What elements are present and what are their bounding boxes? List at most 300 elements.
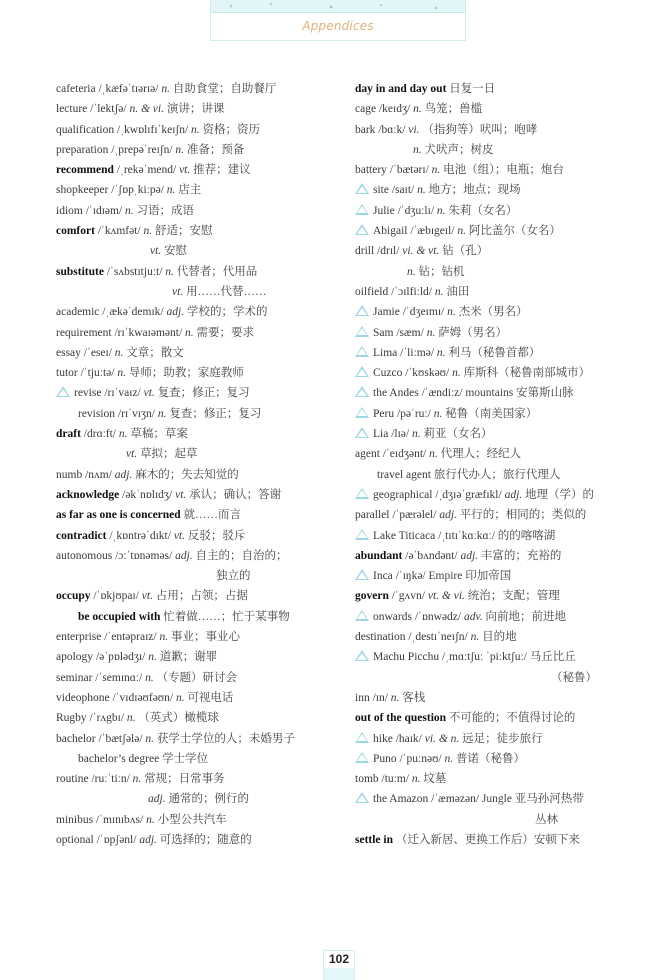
part-of-speech: n.: [114, 346, 124, 359]
pronunciation: /ˌprepəˈreɪʃn/: [111, 143, 173, 156]
definition: 店主: [178, 184, 202, 197]
definition: Empire 印加帝国: [428, 570, 512, 583]
part-of-speech: n.: [436, 346, 446, 359]
part-of-speech: n.: [447, 306, 456, 319]
definition: 小型公共汽车: [157, 813, 227, 826]
part-of-speech: n.: [143, 225, 153, 238]
headword: agent: [355, 448, 380, 461]
vocab-entry: [56, 383, 346, 403]
vocab-entry: [56, 404, 346, 424]
part-of-speech: n.: [166, 184, 176, 197]
vocab-entry: [355, 505, 645, 525]
vocab-entry: [355, 830, 645, 850]
vocab-entry: [355, 180, 645, 200]
pronunciation: /keɪdʒ/: [378, 103, 411, 116]
headword: Cuzco: [373, 367, 403, 380]
triangle-icon: [56, 386, 70, 397]
header-title: Appendices: [302, 19, 374, 33]
pronunciation: /ˈsʌbstɪtjuːt/: [106, 265, 163, 278]
part-of-speech: adj.: [139, 833, 157, 846]
definition: 地方；地点；现场: [428, 184, 521, 197]
headword: out of the question: [355, 712, 447, 725]
pronunciation: /ˈtjuːtə/: [80, 367, 115, 380]
definition: 丰富的；充裕的: [480, 549, 562, 562]
vocab-entry: [56, 586, 346, 606]
part-of-speech: vi. & vt.: [402, 245, 440, 258]
triangle-icon: [355, 610, 369, 621]
definition: 可视电话: [187, 691, 234, 704]
definition: 普诺（秘鲁）: [456, 752, 525, 765]
triangle-icon: [355, 650, 369, 661]
definition: 反驳；驳斥: [187, 529, 246, 542]
headword: tutor: [56, 367, 78, 380]
pronunciation: /ˈæməzən/: [431, 793, 480, 806]
pronunciation: /ˌækəˈdemɪk/: [102, 306, 164, 319]
definition: 承认；确认；答谢: [189, 488, 282, 501]
pronunciation: /ˈeɪdʒənt/: [382, 448, 427, 461]
pronunciation: /rɪˈvɪʒn/: [117, 407, 155, 420]
vocab-entry: [56, 526, 346, 546]
vocab-entry: [56, 769, 346, 789]
pronunciation: /ˌkwɒlɪfɪˈkeɪʃn/: [117, 123, 189, 136]
definition: 远足；徒步旅行: [462, 732, 543, 745]
vocab-entry: [355, 729, 645, 749]
part-of-speech: vi.: [408, 123, 420, 136]
part-of-speech: n.: [191, 123, 200, 136]
headword: settle in: [355, 833, 394, 846]
vocab-entry: [56, 566, 346, 586]
vocab-entry: [56, 120, 346, 140]
triangle-icon: [355, 529, 369, 540]
pronunciation: /ˈpærəlel/: [392, 509, 437, 522]
definition: 学士学位: [162, 752, 209, 765]
definition: 麻木的；失去知觉的: [135, 468, 239, 481]
triangle-icon: [355, 732, 369, 743]
definition: 自助食堂；自助餐厅: [172, 83, 277, 95]
definition: 可选择的；随意的: [159, 833, 252, 846]
definition: 复查；修正；复习: [157, 387, 250, 400]
part-of-speech: n.: [457, 225, 466, 238]
vocab-entry: [56, 668, 346, 688]
headword: battery: [355, 164, 387, 177]
vocab-entry: [56, 444, 346, 464]
vocab-entry: [355, 668, 645, 688]
definition: 推荐；建议: [193, 164, 251, 177]
headword: contradict: [56, 529, 107, 542]
definition: 丛林: [535, 813, 558, 826]
vocab-entry: [56, 140, 346, 160]
headword: Puno: [373, 752, 397, 765]
pronunciation: /ˈvɪdɪəʊfəʊn/: [112, 691, 174, 704]
part-of-speech: n.: [413, 103, 422, 116]
definition: 马丘比丘: [529, 651, 576, 664]
vocab-entry: [355, 708, 645, 728]
headword: Sam: [373, 326, 394, 339]
vocab-entry: [56, 221, 346, 241]
definition: 需要；要求: [196, 326, 255, 339]
vocab-entry: [56, 688, 346, 708]
pronunciation: /ˈlektʃə/: [90, 103, 127, 116]
pronunciation: /ˌdestɪˈneɪʃn/: [408, 631, 468, 644]
part-of-speech: n.: [411, 773, 421, 786]
headword: Peru: [373, 407, 395, 420]
pronunciation: /tuːm/: [381, 773, 409, 786]
pronunciation: /ˈbætʃələ/: [98, 732, 143, 745]
part-of-speech: n.: [165, 265, 174, 278]
definition: 油田: [446, 285, 470, 298]
definition: （指狗等）吠叫；咆哮: [422, 123, 538, 136]
triangle-icon: [355, 407, 369, 418]
pronunciation: /ˈændiːz/: [421, 387, 463, 400]
headword: Julie: [373, 204, 395, 217]
part-of-speech: adj.: [175, 549, 193, 562]
vocab-entry: [56, 180, 346, 200]
part-of-speech: n.: [431, 164, 441, 177]
definition: 复查；修正；复习: [169, 407, 262, 420]
headword: preparation: [56, 143, 109, 156]
headword: bark: [355, 123, 376, 136]
definition: 习语；成语: [136, 204, 195, 217]
headword: bachelor: [56, 732, 96, 745]
triangle-icon: [355, 427, 369, 438]
vocab-entry: [56, 607, 346, 627]
vocab-entry: [355, 647, 645, 667]
definition: 秘鲁（南美国家）: [445, 407, 538, 420]
pronunciation: /ɪn/: [372, 691, 388, 704]
part-of-speech: n.: [444, 752, 454, 765]
vocab-entry: [355, 140, 645, 160]
headword: cafeteria: [56, 83, 96, 95]
headword: Abigail: [373, 225, 408, 238]
headword: day in and day out: [355, 83, 447, 95]
triangle-icon: [355, 488, 369, 499]
pronunciation: /ˈkʊskəʊ/: [405, 367, 450, 380]
pronunciation: /bɑːk/: [378, 123, 406, 136]
triangle-icon: [355, 386, 369, 397]
part-of-speech: vt.: [141, 590, 153, 603]
definition: 钻；钻机: [418, 265, 465, 278]
part-of-speech: n.: [126, 712, 136, 725]
triangle-icon: [355, 569, 369, 580]
headword: Lima: [373, 346, 398, 359]
part-of-speech: n.: [125, 204, 134, 217]
definition: 通常的；例行的: [168, 793, 249, 806]
vocab-entry: [355, 323, 645, 343]
headword: draft: [56, 428, 81, 441]
part-of-speech: adj.: [114, 468, 133, 481]
vocabulary-column-right: [355, 79, 645, 850]
vocab-entry: [355, 485, 645, 505]
headword: recommend: [56, 164, 114, 177]
pronunciation: /haɪk/: [395, 732, 422, 745]
headword: routine: [56, 773, 89, 786]
definition: 准备；预备: [186, 143, 245, 156]
vocab-entry: [355, 120, 645, 140]
vocab-entry: [355, 465, 645, 485]
headword: revision: [78, 407, 116, 420]
vocab-entry: [56, 363, 346, 383]
pronunciation: /ˈeseɪ/: [83, 346, 112, 359]
vocab-entry: [56, 546, 346, 566]
pronunciation: /drɪl/: [377, 245, 400, 258]
vocab-entry: [56, 262, 346, 282]
part-of-speech: vt.: [173, 529, 185, 542]
definition: 独立的: [216, 570, 251, 583]
vocab-entry: [355, 688, 645, 708]
triangle-icon: [355, 305, 369, 316]
vocab-entry: [355, 99, 645, 119]
part-of-speech: vt.: [175, 488, 187, 501]
pronunciation: /ˌdʒɪəˈgræfɪkl/: [435, 488, 502, 501]
vocab-entry: [355, 627, 645, 647]
pronunciation: /ˈliːmə/: [400, 346, 435, 359]
definition: 朱莉（女名）: [448, 204, 518, 217]
pronunciation: /ˈæbɪgeɪl/: [410, 225, 455, 238]
part-of-speech: n.: [390, 691, 400, 704]
headword: destination: [355, 631, 406, 644]
headword: lecture: [56, 103, 88, 116]
part-of-speech: n.: [452, 367, 461, 380]
definition: 占用；占领；占据: [155, 590, 248, 603]
headword: Jamie: [373, 306, 400, 319]
definition: 导师；助教；家庭教师: [128, 367, 244, 380]
pronunciation: /saɪt/: [391, 184, 415, 197]
part-of-speech: n.: [434, 285, 444, 298]
vocab-entry: [355, 201, 645, 221]
pronunciation: /ˌrekəˈmend/: [116, 164, 177, 177]
definition: 杰米（男名）: [458, 306, 528, 319]
headword: numb: [56, 468, 83, 481]
definition: 平行的；相同的；类似的: [459, 509, 587, 522]
pronunciation: /əˈbʌndənt/: [405, 549, 458, 562]
vocab-entry: [56, 647, 346, 667]
pronunciation: /ˈrʌgbɪ/: [89, 712, 125, 725]
headword: acknowledge: [56, 488, 120, 501]
definition: 的的喀喀湖: [497, 529, 556, 542]
vocab-entry: [56, 485, 346, 505]
vocab-entry: [355, 262, 645, 282]
headword: enterprise: [56, 631, 102, 644]
definition: 库斯科（秘鲁南部城市）: [463, 367, 591, 380]
vocab-entry: [56, 810, 346, 830]
part-of-speech: adv.: [463, 610, 483, 623]
vocab-entry: [56, 505, 346, 525]
triangle-icon: [355, 326, 369, 337]
triangle-icon: [355, 366, 369, 377]
headword: hike: [373, 732, 393, 745]
part-of-speech: n.: [145, 732, 155, 745]
vocab-entry: [355, 444, 645, 464]
headword: tomb: [355, 773, 379, 786]
pronunciation: /nʌm/: [85, 468, 112, 481]
definition: 常规；日常事务: [144, 773, 225, 786]
part-of-speech: vt.: [172, 285, 184, 298]
definition: 统治；支配；管理: [467, 590, 560, 603]
vocab-entry: [355, 607, 645, 627]
definition: 资格；资历: [202, 123, 261, 136]
definition: 向前地；前进地: [485, 610, 566, 623]
definition: 犬吠声；树皮: [424, 143, 494, 156]
pronunciation: /ˈɔɪlfiːld/: [391, 285, 432, 298]
definition: 阿比盖尔（女名）: [468, 225, 561, 238]
definition: 学校的；学术的: [186, 306, 268, 319]
part-of-speech: n.: [175, 143, 185, 156]
headword: comfort: [56, 225, 95, 238]
vocab-entry: [355, 586, 645, 606]
definition: 地理（学）的: [525, 488, 595, 501]
vocab-entry: [56, 343, 346, 363]
definition: 目的地: [482, 631, 517, 644]
pronunciation: /ˈʃɒpˌkiːpə/: [111, 184, 164, 197]
definition: 安慰: [164, 245, 188, 258]
part-of-speech: n.: [413, 143, 422, 156]
part-of-speech: n.: [157, 407, 167, 420]
headword: academic: [56, 306, 100, 319]
part-of-speech: n.: [132, 773, 142, 786]
definition: （英式）橄榄球: [138, 712, 219, 725]
vocab-entry: [56, 789, 346, 809]
vocab-entry: [355, 363, 645, 383]
pronunciation: /ˈɒkjʊpaɪ/: [93, 590, 139, 603]
vocab-entry: [56, 729, 346, 749]
headword: Lia: [373, 428, 389, 441]
headword: site: [373, 184, 389, 197]
page-header: [210, 0, 466, 41]
vocab-entry: [355, 404, 645, 424]
pronunciation: /ˈgʌvn/: [391, 590, 425, 603]
headword: Inca: [373, 570, 393, 583]
part-of-speech: n.: [159, 631, 169, 644]
part-of-speech: adj.: [166, 306, 185, 319]
vocab-entry: [355, 749, 645, 769]
part-of-speech: n.: [436, 204, 446, 217]
vocab-entry: [56, 79, 346, 99]
part-of-speech: n.: [148, 651, 157, 664]
triangle-icon: [355, 204, 369, 215]
vocab-entry: [56, 302, 346, 322]
pronunciation: /ˈɪŋkə/: [395, 570, 426, 583]
headword: requirement: [56, 326, 112, 339]
definition: （秘鲁）: [551, 671, 597, 684]
definition: 舒适；安慰: [155, 225, 213, 238]
headword: Lake Titicaca: [373, 529, 436, 542]
part-of-speech: n.: [145, 671, 154, 684]
vocab-entry: [56, 749, 346, 769]
headword: essay: [56, 346, 81, 359]
definition: 忙着做……；忙于某事物: [163, 610, 290, 623]
part-of-speech: n. & vi.: [129, 103, 164, 116]
vocab-entry: [56, 241, 346, 261]
vocab-entry: [355, 79, 645, 99]
vocab-entry: [56, 160, 346, 180]
pronunciation: /ˌkɒntrəˈdɪkt/: [109, 529, 171, 542]
pronunciation: /ˌtɪtɪˈkɑːkɑː/: [438, 529, 495, 542]
vocab-entry: [56, 708, 346, 728]
vocab-entry: [56, 282, 346, 302]
definition: 电池（组）；电瓶；炮台: [443, 164, 564, 177]
vocab-entry: [355, 241, 645, 261]
vocab-entry: [355, 221, 645, 241]
headword: govern: [355, 590, 389, 603]
definition: 代理人；经纪人: [440, 448, 522, 461]
part-of-speech: vt.: [126, 448, 138, 461]
vocab-entry: [355, 526, 645, 546]
part-of-speech: adj.: [460, 549, 479, 562]
vocab-entry: [56, 424, 346, 444]
headword: autonomous: [56, 549, 113, 562]
headword: minibus: [56, 813, 94, 826]
headword: qualification: [56, 123, 115, 136]
headword: Machu Picchu: [373, 651, 440, 664]
vocab-entry: [355, 810, 645, 830]
definition: 莉亚（女名）: [423, 428, 493, 441]
pronunciation: /ˈdʒeɪmɪ/: [402, 306, 445, 319]
vocab-entry: [56, 201, 346, 221]
definition: 不可能的；不值得讨论的: [448, 712, 576, 725]
definition: 鸟笼；兽槛: [424, 103, 483, 116]
part-of-speech: vi. & n.: [424, 732, 460, 745]
part-of-speech: n.: [161, 83, 170, 95]
vocab-entry: [355, 789, 645, 809]
headword: occupy: [56, 590, 91, 603]
headword: videophone: [56, 691, 110, 704]
headword: onwards: [373, 610, 412, 623]
vocabulary-column-left: [56, 79, 346, 850]
definition: 草拟；起草: [140, 448, 198, 461]
headword: optional: [56, 833, 94, 846]
triangle-icon: [355, 224, 369, 235]
pronunciation: /rɪˈkwaɪəmənt/: [114, 326, 183, 339]
header-decoration: [211, 0, 465, 13]
vocab-entry: [355, 424, 645, 444]
definition: 旅行代办人；旅行代理人: [433, 468, 561, 481]
triangle-icon: [355, 183, 369, 194]
definition: 文章；散文: [126, 346, 184, 359]
pronunciation: /ˈɪdɪəm/: [85, 204, 123, 217]
definition: 钻（孔）: [442, 245, 489, 258]
definition: 用……代替……: [186, 285, 267, 298]
headword: be occupied with: [78, 610, 161, 623]
headword: inn: [355, 691, 370, 704]
part-of-speech: n.: [470, 631, 480, 644]
pronunciation: /ruːˈtiːn/: [91, 773, 130, 786]
page-number: 102: [324, 951, 354, 968]
pronunciation: /ˈdʒuːlɪ/: [397, 204, 435, 217]
definition: 道歉；谢罪: [159, 651, 218, 664]
pronunciation: /ˈkʌmfət/: [97, 225, 141, 238]
part-of-speech: vt.: [143, 387, 155, 400]
part-of-speech: adj.: [504, 488, 523, 501]
part-of-speech: n.: [417, 184, 426, 197]
definition: 获学士学位的人；未婚男子: [156, 732, 295, 745]
pronunciation: /lɪə/: [391, 428, 410, 441]
headword: as far as one is concerned: [56, 509, 181, 522]
definition: 就……而言: [183, 509, 242, 522]
part-of-speech: n.: [411, 428, 421, 441]
pronunciation: /ˈɒpʃənl/: [96, 833, 137, 846]
definition: mountains 安第斯山脉: [465, 387, 574, 400]
vocab-entry: [355, 566, 645, 586]
headword: revise: [74, 387, 102, 400]
headword: Rugby: [56, 712, 87, 725]
vocab-entry: [355, 343, 645, 363]
part-of-speech: n.: [117, 367, 126, 380]
headword: travel agent: [377, 468, 431, 481]
pronunciation: /əkˈnɒlɪdʒ/: [122, 488, 173, 501]
triangle-icon: [355, 752, 369, 763]
headword: geographical: [373, 488, 433, 501]
vocab-entry: [56, 830, 346, 850]
